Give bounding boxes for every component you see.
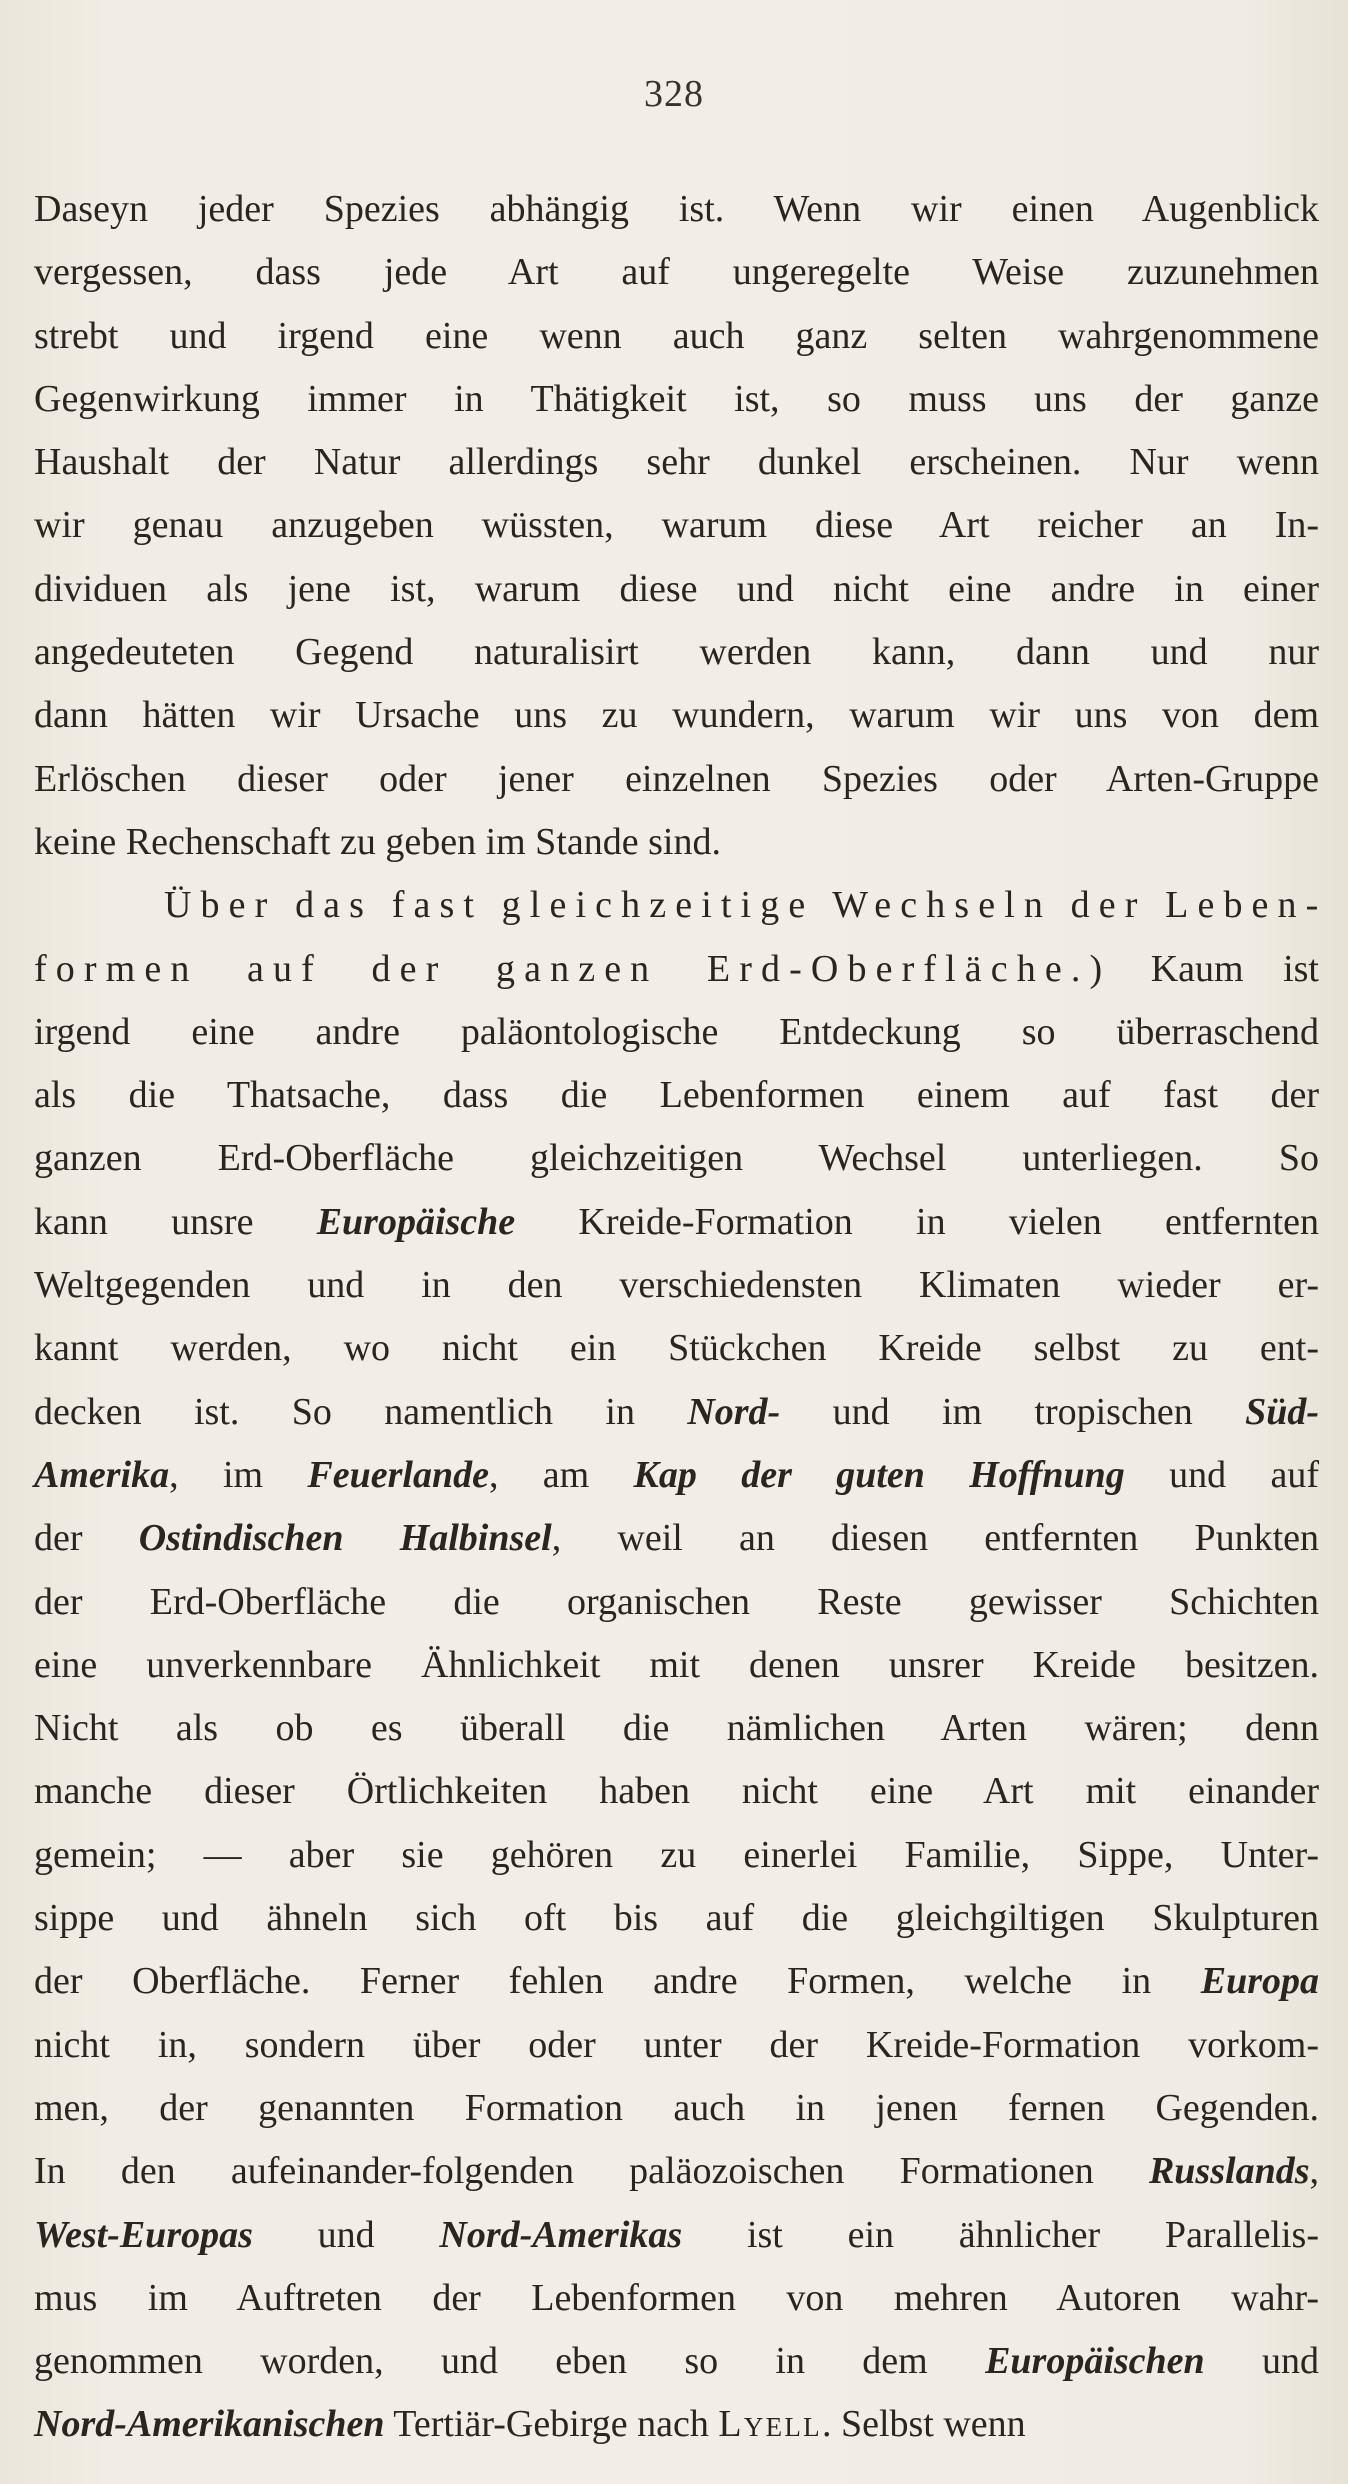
text-run: Daseyn jeder Spezies abhängig ist. Wenn wir einen Augenblick — [34, 188, 1319, 230]
italic-term: Nord-Amerikas — [439, 2213, 683, 2256]
text-run: wir genau anzugeben wüssten, warum diese Art reicher an In- — [34, 504, 1319, 547]
text-line — [34, 2077, 1319, 2140]
italic-term: Europäischen — [985, 2340, 1205, 2383]
text-run: , im — [169, 1453, 308, 1496]
text-run: kann unsre — [34, 1200, 317, 1243]
author-name: Lyell — [718, 2403, 822, 2446]
text-run: angedeuteten Gegend naturalisirt werden kann, dann und nur — [34, 631, 1319, 674]
text-run: men, der genannten Formation auch in jenen fernen Gegenden. — [34, 2086, 1319, 2129]
text-line — [34, 1127, 1319, 1190]
text-run: irgend eine andre paläontologische Entdeckung so überraschend — [34, 1010, 1319, 1053]
text-run: vergessen, dass jede Art auf ungeregelte Weise zuzunehmen — [34, 251, 1319, 294]
text-run: ist ein ähnlicher Parallelis- — [682, 2213, 1319, 2256]
text-run: genommen worden, und eben so in dem — [34, 2340, 986, 2383]
text-line — [34, 1444, 1319, 1507]
text-run: In den aufeinander-folgenden paläozoischen Formationen — [34, 2150, 1149, 2193]
text-line — [34, 1191, 1319, 1254]
text-run: Kaum ist — [1111, 947, 1319, 990]
text-run: . Selbst wenn — [821, 2403, 1026, 2446]
text-run: eine unverkennbare Ähnlichkeit mit denen unsrer Kreide besitzen. — [34, 1643, 1319, 1686]
text-line — [34, 1950, 1319, 2013]
spaced-heading: Über das fast gleichzeitige Wechseln der Leben- — [164, 884, 1328, 927]
italic-term: Ostindischen Halbinsel — [138, 1517, 552, 1560]
text-run: Nicht als ob es überall die nämlichen Arten wären; denn — [34, 1707, 1319, 1750]
text-line — [34, 558, 1319, 621]
text-line — [34, 874, 1328, 937]
text-line — [34, 178, 1319, 241]
text-line — [34, 1634, 1319, 1697]
text-run: und im tropischen — [780, 1390, 1246, 1433]
text-run: Tertiär-Gebirge nach — [384, 2403, 719, 2446]
text-run: Weltgegenden und in den verschiedensten Klimaten wieder er- — [34, 1264, 1319, 1307]
text-run: , am — [488, 1453, 634, 1496]
text-run: der Oberfläche. Ferner fehlen andre Formen, welche in — [34, 1960, 1201, 2003]
italic-term: Süd- — [1245, 1390, 1319, 1433]
text-run: kannt werden, wo nicht ein Stückchen Kreide selbst zu ent- — [34, 1327, 1319, 1370]
text-run: als die Thatsache, dass die Lebenformen einem auf fast der — [34, 1074, 1319, 1117]
text-run: und — [1204, 2340, 1320, 2383]
text-line — [34, 1064, 1319, 1127]
text-line — [34, 1381, 1319, 1444]
text-run: sippe und ähneln sich oft bis auf die gleichgiltigen Skulpturen — [34, 1897, 1319, 1940]
text-run: der — [34, 1517, 139, 1560]
text-line — [34, 748, 1319, 811]
body-text — [34, 178, 1328, 2457]
text-line — [34, 1571, 1319, 1634]
italic-term: West-Europas — [34, 2213, 253, 2256]
text-line — [34, 1824, 1319, 1887]
text-line — [34, 1507, 1319, 1570]
text-line — [34, 2140, 1319, 2203]
text-run: und auf — [1124, 1453, 1319, 1496]
text-run: mus im Auftreten der Lebenformen von mehren Autoren wahr- — [34, 2276, 1319, 2319]
text-run: keine Rechenschaft zu geben im Stande sind. — [34, 820, 721, 863]
text-line — [34, 2014, 1319, 2077]
italic-term: Nord- — [687, 1390, 781, 1433]
italic-term: Europäische — [316, 1200, 516, 1243]
text-run: , weil an diesen entfernten Punkten — [551, 1517, 1320, 1560]
text-line — [34, 431, 1319, 494]
spaced-heading: formen auf der ganzen Erd-Oberfläche.) — [34, 947, 1112, 990]
text-line — [34, 1254, 1319, 1317]
text-run: ganzen Erd-Oberfläche gleichzeitigen Wechsel unterliegen. So — [34, 1137, 1319, 1180]
text-line — [34, 2267, 1319, 2330]
text-run: , — [1309, 2150, 1319, 2193]
text-line — [34, 2330, 1319, 2393]
text-run: manche dieser Örtlichkeiten haben nicht eine Art mit einander — [34, 1770, 1319, 1813]
italic-term: Amerika — [34, 1453, 170, 1496]
text-run: dann hätten wir Ursache uns zu wundern, warum wir uns von dem — [34, 694, 1319, 737]
text-line — [34, 1001, 1319, 1064]
text-run: Haushalt der Natur allerdings sehr dunkel erscheinen. Nur wenn — [34, 441, 1319, 484]
italic-term: Feuerlande — [307, 1453, 489, 1496]
text-run: dividuen als jene ist, warum diese und nicht eine andre in einer — [34, 567, 1319, 610]
text-run: decken ist. So namentlich in — [34, 1390, 688, 1433]
italic-term: Nord-Amerikanischen — [34, 2403, 385, 2446]
text-line — [34, 1887, 1319, 1950]
text-run: Kreide-Formation in vielen entfernten — [515, 1200, 1319, 1243]
text-line — [34, 368, 1319, 431]
italic-term: Europa — [1200, 1960, 1319, 2003]
text-line — [34, 811, 1319, 874]
text-line — [34, 2393, 1319, 2456]
text-run: der Erd-Oberfläche die organischen Reste gewisser Schichten — [34, 1580, 1319, 1623]
text-line — [34, 305, 1319, 368]
text-line — [34, 1317, 1319, 1380]
text-line — [34, 684, 1319, 747]
text-line — [34, 1760, 1319, 1823]
text-run: Erlöschen dieser oder jener einzelnen Spezies oder Arten-Gruppe — [34, 757, 1319, 800]
text-line — [34, 938, 1319, 1001]
text-run: und — [252, 2213, 440, 2256]
italic-term: Kap der guten Hoffnung — [633, 1453, 1125, 1496]
text-line — [34, 2204, 1319, 2267]
text-run: nicht in, sondern über oder unter der Kreide-Formation vorkom- — [34, 2023, 1319, 2066]
text-run: strebt und irgend eine wenn auch ganz selten wahrgenommene — [34, 314, 1319, 357]
text-run: Gegenwirkung immer in Thätigkeit ist, so muss uns der ganze — [34, 377, 1319, 420]
text-line — [34, 621, 1319, 684]
text-run: gemein; — aber sie gehören zu einerlei Familie, Sippe, Unter- — [34, 1833, 1319, 1876]
text-line — [34, 1697, 1319, 1760]
text-line — [34, 494, 1319, 557]
page-number: 328 — [644, 73, 704, 115]
italic-term: Russlands — [1148, 2150, 1310, 2193]
text-line — [34, 241, 1319, 304]
